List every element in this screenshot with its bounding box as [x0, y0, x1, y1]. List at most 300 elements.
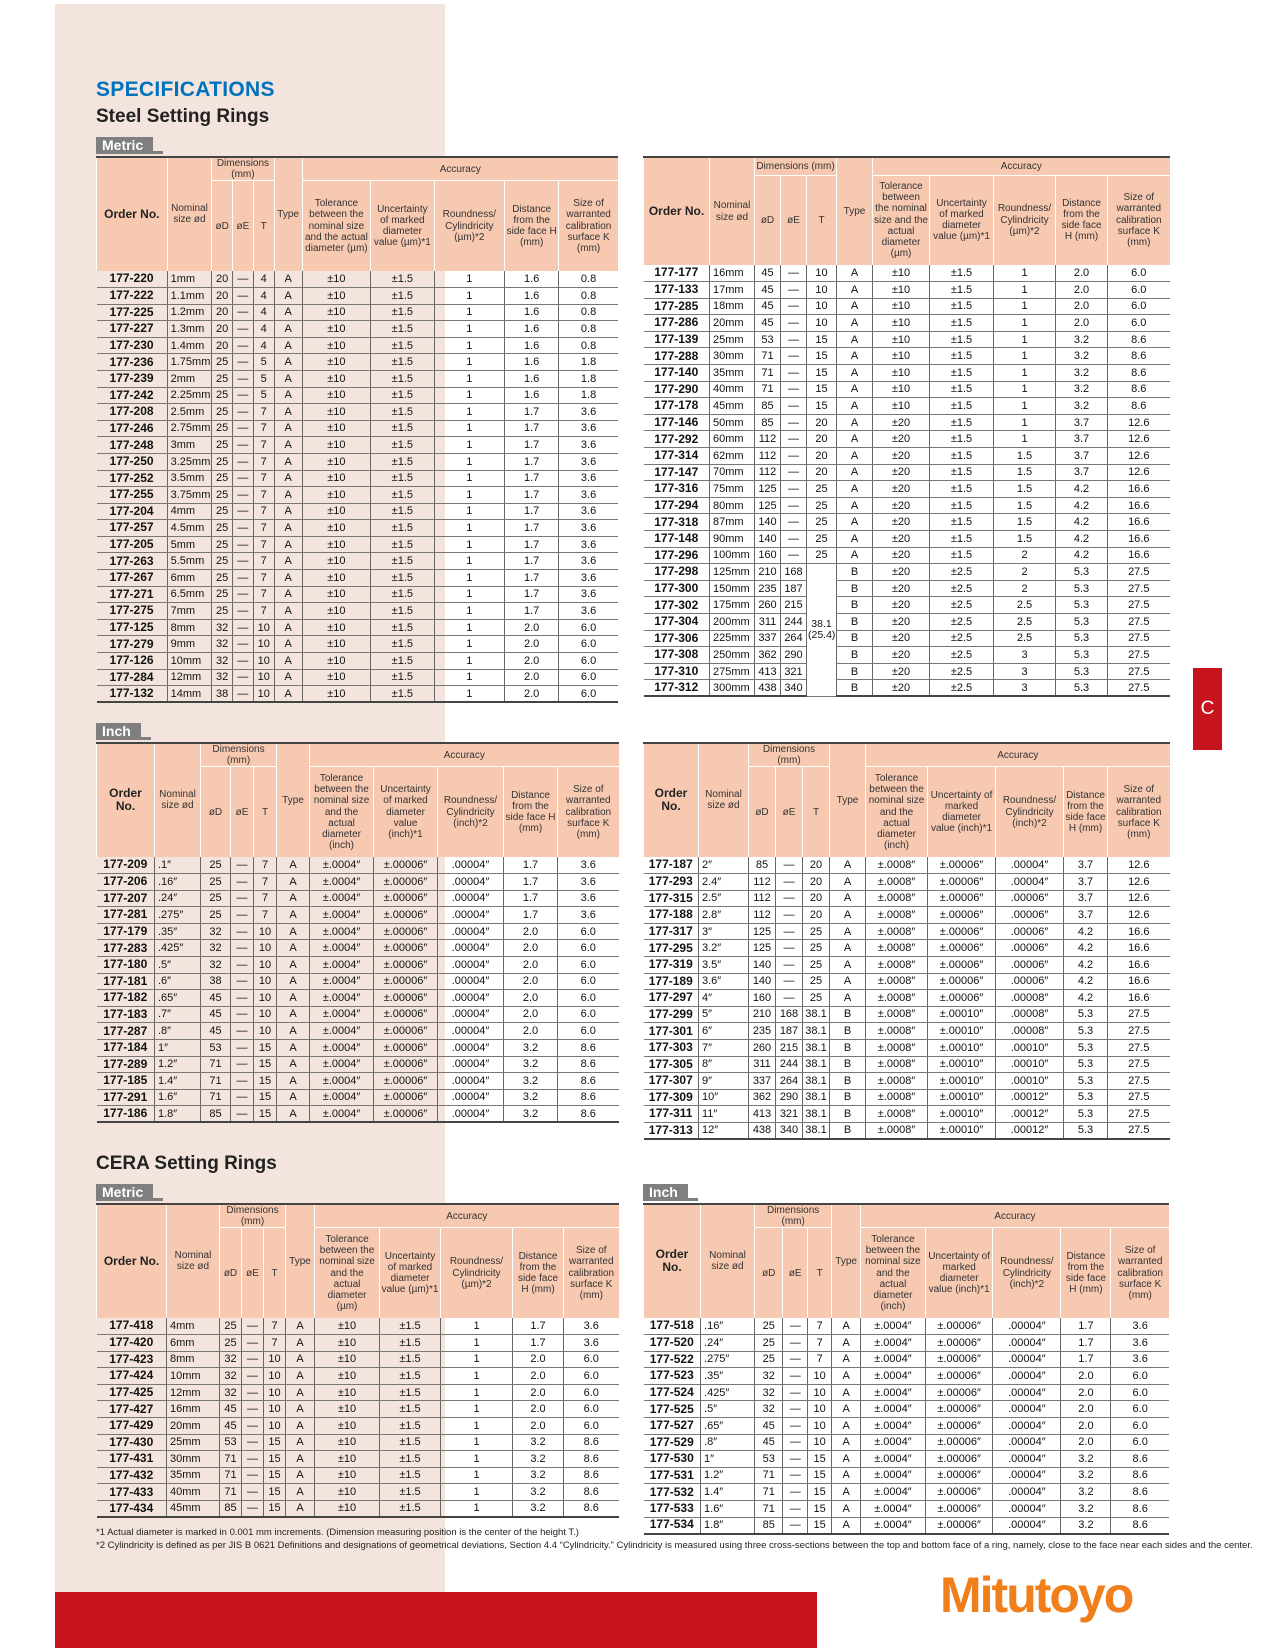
- uncertainty-cell: ±1.5: [371, 503, 434, 520]
- roundness-cell: 1: [441, 1318, 513, 1335]
- dimensions-header: Dimensions (mm): [201, 743, 277, 767]
- uncertainty-cell: ±1.5: [371, 370, 434, 387]
- order-no-cell: 177-518: [644, 1318, 701, 1335]
- oe-cell: —: [233, 287, 254, 304]
- roundness-cell: .00004″: [993, 1434, 1061, 1451]
- oe-cell: —: [783, 1434, 807, 1451]
- order-no-cell: 177-267: [97, 570, 168, 587]
- order-no-cell: 177-250: [97, 453, 168, 470]
- t-cell: 25: [803, 973, 830, 990]
- calibration-size-cell: 3.6: [558, 907, 619, 924]
- calibration-size-cell: 8.6: [558, 1089, 619, 1106]
- calibration-size-cell: 8.6: [564, 1434, 619, 1451]
- roundness-cell: 1: [994, 348, 1056, 365]
- od-header: øD: [212, 181, 233, 271]
- oe-cell: —: [231, 990, 254, 1007]
- nominal-size-cell: 2.8″: [699, 907, 749, 924]
- nominal-size-cell: .24″: [155, 890, 201, 907]
- distance-cell: 2.0: [1056, 298, 1108, 315]
- nominal-size-cell: 1.4″: [155, 1073, 201, 1090]
- nominal-size-cell: 1.6″: [701, 1500, 755, 1517]
- tolerance-cell: ±10: [302, 370, 371, 387]
- calibration-size-cell: 8.6: [564, 1500, 619, 1517]
- uncertainty-cell: ±1.5: [371, 437, 434, 454]
- order-no-cell: 177-527: [644, 1417, 701, 1434]
- order-no-cell: 177-236: [97, 354, 168, 371]
- t-cell: 10: [254, 940, 277, 957]
- calibration-size-cell: 27.5: [1108, 580, 1170, 597]
- tolerance-cell: ±.0004″: [310, 923, 374, 940]
- order-no-cell: 177-257: [97, 520, 168, 537]
- order-no-cell: 177-427: [97, 1401, 167, 1418]
- distance-cell: 4.2: [1056, 497, 1108, 514]
- order-no-cell: 177-318: [644, 514, 710, 531]
- oe-cell: —: [783, 1334, 807, 1351]
- order-no-cell: 177-307: [644, 1073, 699, 1090]
- oe-cell: —: [233, 404, 254, 421]
- od-cell: 53: [201, 1039, 231, 1056]
- table-row: [644, 1368, 1170, 1385]
- order-no-cell: 177-126: [97, 653, 168, 670]
- order-no-cell: 177-294: [644, 497, 710, 514]
- oe-cell: —: [783, 1417, 807, 1434]
- od-cell: 362: [749, 1089, 776, 1106]
- t-cell: 4: [253, 321, 274, 338]
- table-row: [644, 1484, 1170, 1501]
- table-row: [644, 1122, 1170, 1139]
- nominal-size-cell: 8mm: [167, 619, 212, 636]
- calibration-size-cell: 27.5: [1108, 663, 1170, 680]
- od-cell: 140: [755, 514, 781, 531]
- roundness-cell: 1: [441, 1401, 513, 1418]
- table-row: [644, 1089, 1170, 1106]
- t-cell: 5: [253, 370, 274, 387]
- tolerance-cell: ±10: [315, 1467, 380, 1484]
- uncertainty-cell: ±2.5: [930, 564, 994, 581]
- footnote-2: *2 Cylindricity is defined as per JIS B 0621 Definitions and designations of geometrical deviations, Section 4.4 “Cylindricity.” Cylindricity is measured using three cross-sections between the top and bottom face of a ring, namely, close to the face near each sides and the center.: [96, 1540, 1253, 1551]
- tolerance-cell: ±10: [302, 603, 371, 620]
- oe-cell: 321: [776, 1106, 803, 1123]
- oe-cell: —: [783, 1517, 807, 1534]
- order-no-cell: 177-177: [644, 265, 710, 282]
- table-row: [644, 1434, 1170, 1451]
- type-cell: A: [274, 453, 302, 470]
- tolerance-cell: ±.0008″: [866, 1073, 928, 1090]
- roundness-header: Roundness/ Cylindricity (µm)*2: [994, 175, 1056, 265]
- distance-cell: 1.7: [1061, 1334, 1111, 1351]
- od-cell: 85: [749, 857, 776, 874]
- roundness-cell: .00004″: [438, 990, 504, 1007]
- distance-cell: 1.6: [505, 370, 559, 387]
- tolerance-cell: ±.0004″: [310, 1106, 374, 1123]
- tolerance-cell: ±.0004″: [310, 907, 374, 924]
- calibration-size-cell: 3.6: [558, 873, 619, 890]
- dimensions-header: Dimensions (mm): [749, 743, 830, 767]
- distance-cell: 1.6: [505, 387, 559, 404]
- oe-cell: —: [776, 890, 803, 907]
- order-no-cell: 177-252: [97, 470, 168, 487]
- oe-cell: —: [231, 1106, 254, 1123]
- oe-cell: 290: [776, 1089, 803, 1106]
- od-cell: 45: [201, 1006, 231, 1023]
- tolerance-header: Tolerance between the nominal size and the actual diameter (inch): [310, 767, 374, 857]
- od-cell: 413: [755, 663, 781, 680]
- type-cell: B: [830, 1089, 866, 1106]
- type-cell: B: [830, 1023, 866, 1040]
- uncertainty-cell: ±1.5: [371, 686, 434, 703]
- order-no-cell: 177-319: [644, 956, 699, 973]
- uncertainty-cell: ±.00010″: [928, 1073, 996, 1090]
- nominal-size-cell: 7″: [699, 1039, 749, 1056]
- roundness-cell: 1: [434, 653, 505, 670]
- od-cell: 25: [201, 907, 231, 924]
- table-row: [644, 315, 1170, 332]
- distance-cell: 3.2: [1056, 381, 1108, 398]
- od-cell: 25: [212, 354, 233, 371]
- t-cell: 10: [254, 990, 277, 1007]
- oe-cell: —: [242, 1384, 264, 1401]
- nominal-size-cell: 4.5mm: [167, 520, 212, 537]
- roundness-header: Roundness/ Cylindricity (inch)*2: [996, 767, 1064, 857]
- table-row: [644, 940, 1170, 957]
- distance-cell: 3.2: [1061, 1467, 1111, 1484]
- uncertainty-cell: ±.00006″: [374, 1089, 438, 1106]
- order-no-cell: 177-306: [644, 630, 710, 647]
- uncertainty-cell: ±.00010″: [928, 1089, 996, 1106]
- type-cell: A: [274, 653, 302, 670]
- calibration-size-cell: 27.5: [1108, 680, 1170, 697]
- order-no-cell: 177-263: [97, 553, 168, 570]
- nominal-size-cell: 1.6″: [155, 1089, 201, 1106]
- od-cell: 235: [749, 1023, 776, 1040]
- type-cell: A: [286, 1351, 315, 1368]
- table-row: [644, 1517, 1170, 1534]
- table-row: [97, 686, 619, 703]
- nominal-size-cell: 6″: [699, 1023, 749, 1040]
- roundness-cell: 1: [441, 1467, 513, 1484]
- roundness-cell: .00004″: [438, 956, 504, 973]
- order-no-cell: 177-429: [97, 1417, 167, 1434]
- order-no-cell: 177-308: [644, 647, 710, 664]
- distance-cell: 5.3: [1056, 597, 1108, 614]
- distance-cell: 3.2: [1056, 348, 1108, 365]
- distance-cell: 3.7: [1064, 873, 1108, 890]
- roundness-cell: .00006″: [996, 923, 1064, 940]
- distance-cell: 3.2: [1061, 1451, 1111, 1468]
- t-cell: 20: [803, 890, 830, 907]
- t-cell: 38.1: [803, 1122, 830, 1139]
- od-header: øD: [220, 1228, 242, 1318]
- od-cell: 337: [749, 1073, 776, 1090]
- calibration-size-cell: 16.6: [1108, 547, 1170, 564]
- uncertainty-cell: ±.00006″: [928, 857, 996, 874]
- table-row: [97, 1417, 619, 1434]
- type-cell: A: [286, 1451, 315, 1468]
- oe-cell: —: [231, 1073, 254, 1090]
- nominal-size-cell: 2.5mm: [167, 404, 212, 421]
- calibration-size-cell: 0.8: [559, 271, 618, 288]
- calibration-size-cell: 27.5: [1108, 1056, 1170, 1073]
- t-cell: 15: [264, 1451, 286, 1468]
- calibration-size-cell: 8.6: [558, 1056, 619, 1073]
- t-cell: 7: [253, 536, 274, 553]
- nominal-size-cell: 275mm: [710, 663, 755, 680]
- nominal-size-cell: 1.1mm: [167, 287, 212, 304]
- od-cell: 25: [201, 890, 231, 907]
- cera-inch-table: [643, 1203, 1169, 1535]
- od-cell: 337: [755, 630, 781, 647]
- type-header: Type: [286, 1204, 315, 1318]
- od-cell: 20: [212, 337, 233, 354]
- section-tab-label: C: [1200, 698, 1215, 719]
- uncertainty-cell: ±1.5: [930, 398, 994, 415]
- oe-cell: —: [776, 873, 803, 890]
- tolerance-cell: ±10: [302, 404, 371, 421]
- dimensions-header: Dimensions (mm): [212, 157, 274, 181]
- type-cell: A: [832, 1434, 861, 1451]
- t-cell: 10: [253, 686, 274, 703]
- tolerance-cell: ±20: [873, 647, 930, 664]
- table-row: [644, 282, 1170, 299]
- uncertainty-header: Uncertainty of marked diameter value (inch)*1: [926, 1228, 993, 1318]
- roundness-cell: .00012″: [996, 1106, 1064, 1123]
- roundness-cell: 1.5: [994, 531, 1056, 548]
- nominal-size-cell: 6mm: [167, 570, 212, 587]
- roundness-cell: 1: [434, 287, 505, 304]
- od-cell: 45: [220, 1401, 242, 1418]
- uncertainty-cell: ±1.5: [930, 531, 994, 548]
- calibration-size-cell: 3.6: [558, 857, 619, 874]
- type-cell: A: [274, 470, 302, 487]
- type-cell: B: [837, 647, 873, 664]
- tolerance-cell: ±10: [302, 487, 371, 504]
- order-no-cell: 177-189: [644, 973, 699, 990]
- oe-cell: —: [783, 1500, 807, 1517]
- type-cell: A: [832, 1451, 861, 1468]
- distance-cell: 1.7: [505, 470, 559, 487]
- roundness-cell: .00008″: [996, 1006, 1064, 1023]
- distance-cell: 1.7: [504, 857, 558, 874]
- table-row: [97, 321, 619, 338]
- calibration-size-cell: 3.6: [559, 553, 618, 570]
- table-row: [644, 1106, 1170, 1123]
- t-cell: 25: [807, 497, 837, 514]
- type-cell: A: [277, 1039, 310, 1056]
- order-no-cell: 177-140: [644, 365, 710, 382]
- tolerance-cell: ±10: [302, 653, 371, 670]
- uncertainty-cell: ±2.5: [930, 680, 994, 697]
- calibration-size-cell: 3.6: [559, 404, 618, 421]
- section-tab-c[interactable]: [1193, 668, 1222, 750]
- calibration-size-cell: 16.6: [1108, 940, 1170, 957]
- uncertainty-cell: ±.00006″: [928, 990, 996, 1007]
- type-cell: A: [837, 448, 873, 465]
- nominal-size-cell: .65″: [155, 990, 201, 1007]
- tolerance-cell: ±20: [873, 481, 930, 498]
- t-cell: 20: [807, 431, 837, 448]
- calibration-size-cell: 3.6: [564, 1318, 619, 1335]
- oe-cell: —: [233, 520, 254, 537]
- uncertainty-cell: ±1.5: [380, 1334, 441, 1351]
- distance-cell: 1.7: [505, 553, 559, 570]
- type-cell: A: [277, 1089, 310, 1106]
- roundness-cell: .00010″: [996, 1056, 1064, 1073]
- distance-cell: 3.2: [1061, 1517, 1111, 1534]
- uncertainty-cell: ±1.5: [380, 1484, 441, 1501]
- uncertainty-cell: ±.00006″: [374, 1106, 438, 1123]
- oe-cell: —: [783, 1401, 807, 1418]
- type-cell: A: [837, 481, 873, 498]
- type-cell: A: [277, 890, 310, 907]
- t-cell: 10: [807, 1401, 831, 1418]
- oe-cell: —: [781, 265, 807, 282]
- oe-cell: —: [233, 603, 254, 620]
- type-cell: A: [837, 497, 873, 514]
- t-cell: 10: [264, 1401, 286, 1418]
- roundness-cell: .00004″: [438, 907, 504, 924]
- order-no-cell: 177-182: [97, 990, 155, 1007]
- roundness-cell: 1: [434, 321, 505, 338]
- steel-section-title: Steel Setting Rings: [96, 106, 270, 127]
- order-no-cell: 177-299: [644, 1006, 699, 1023]
- type-header: Type: [274, 157, 302, 271]
- uncertainty-cell: ±1.5: [371, 354, 434, 371]
- type-cell: A: [832, 1318, 861, 1335]
- distance-cell: 4.2: [1064, 956, 1108, 973]
- roundness-cell: .00008″: [996, 990, 1064, 1007]
- distance-cell: 1.7: [505, 536, 559, 553]
- order-no-cell: 177-206: [97, 873, 155, 890]
- t-cell: 4: [253, 304, 274, 321]
- distance-cell: 2.0: [513, 1417, 564, 1434]
- table-row: [97, 520, 619, 537]
- nominal-size-cell: .5″: [701, 1401, 755, 1418]
- nominal-size-cell: .275″: [155, 907, 201, 924]
- od-cell: 125: [755, 481, 781, 498]
- calibration-size-cell: 12.6: [1108, 448, 1170, 465]
- uncertainty-cell: ±.00006″: [928, 923, 996, 940]
- calibration-size-cell: 6.0: [1108, 282, 1170, 299]
- tolerance-cell: ±.0004″: [310, 873, 374, 890]
- tolerance-cell: ±10: [302, 453, 371, 470]
- table-row: [644, 1384, 1170, 1401]
- uncertainty-cell: ±.00006″: [374, 923, 438, 940]
- uncertainty-cell: ±1.5: [371, 271, 434, 288]
- nominal-size-cell: 50mm: [710, 414, 755, 431]
- oe-cell: —: [781, 448, 807, 465]
- roundness-cell: 2: [994, 564, 1056, 581]
- roundness-cell: .00004″: [993, 1384, 1061, 1401]
- roundness-cell: .00004″: [438, 1056, 504, 1073]
- oe-cell: —: [242, 1451, 264, 1468]
- t-cell: 10: [807, 1417, 831, 1434]
- calibration-size-cell: 27.5: [1108, 597, 1170, 614]
- od-cell: 71: [220, 1484, 242, 1501]
- distance-cell: 2.0: [513, 1384, 564, 1401]
- distance-cell: 3.2: [1056, 331, 1108, 348]
- order-no-cell: 177-529: [644, 1434, 701, 1451]
- roundness-cell: 1: [441, 1417, 513, 1434]
- roundness-cell: .00008″: [996, 1023, 1064, 1040]
- nominal-size-cell: 2mm: [167, 370, 212, 387]
- order-no-cell: 177-531: [644, 1467, 701, 1484]
- od-cell: 71: [220, 1467, 242, 1484]
- t-cell: 4: [253, 337, 274, 354]
- uncertainty-cell: ±.00006″: [374, 1039, 438, 1056]
- t-cell: 7: [264, 1318, 286, 1335]
- t-cell: 7: [253, 503, 274, 520]
- od-cell: 32: [212, 653, 233, 670]
- tolerance-cell: ±10: [315, 1384, 380, 1401]
- t-cell: 7: [807, 1318, 831, 1335]
- roundness-cell: .00004″: [993, 1500, 1061, 1517]
- oe-cell: —: [233, 470, 254, 487]
- od-cell: 45: [754, 1434, 783, 1451]
- roundness-cell: .00010″: [996, 1073, 1064, 1090]
- oe-cell: —: [233, 271, 254, 288]
- roundness-cell: 1: [994, 315, 1056, 332]
- nominal-size-cell: 1mm: [167, 271, 212, 288]
- t-cell: 38.1: [803, 1023, 830, 1040]
- uncertainty-cell: ±1.5: [380, 1451, 441, 1468]
- roundness-cell: .00004″: [438, 923, 504, 940]
- roundness-cell: 1: [994, 265, 1056, 282]
- calibration-size-cell: 0.8: [559, 337, 618, 354]
- distance-cell: 2.0: [504, 923, 558, 940]
- od-cell: 38: [201, 973, 231, 990]
- uncertainty-cell: ±.00006″: [926, 1467, 993, 1484]
- table-row: [644, 1318, 1170, 1335]
- nominal-size-cell: 4mm: [167, 1318, 220, 1335]
- type-cell: A: [274, 370, 302, 387]
- tolerance-cell: ±.0004″: [860, 1451, 925, 1468]
- uncertainty-cell: ±1.5: [371, 636, 434, 653]
- nominal-size-cell: 14mm: [167, 686, 212, 703]
- roundness-cell: 1: [434, 354, 505, 371]
- type-cell: A: [830, 940, 866, 957]
- tolerance-cell: ±10: [873, 365, 930, 382]
- roundness-cell: 1: [434, 619, 505, 636]
- oe-cell: —: [783, 1351, 807, 1368]
- od-cell: 85: [220, 1500, 242, 1517]
- distance-cell: 1.6: [505, 354, 559, 371]
- calibration-size-cell: 8.6: [564, 1451, 619, 1468]
- nominal-size-cell: 3.25mm: [167, 453, 212, 470]
- uncertainty-cell: ±.00010″: [928, 1023, 996, 1040]
- table-row: [644, 348, 1170, 365]
- od-cell: 25: [212, 387, 233, 404]
- order-no-cell: 177-291: [97, 1089, 155, 1106]
- distance-cell: 1.7: [505, 603, 559, 620]
- t-cell: 15: [807, 1500, 831, 1517]
- table-row: [97, 1467, 619, 1484]
- calibration-size-cell: 3.6: [559, 437, 618, 454]
- tolerance-cell: ±10: [302, 619, 371, 636]
- tolerance-cell: ±10: [302, 387, 371, 404]
- type-cell: A: [277, 1006, 310, 1023]
- od-cell: 260: [755, 597, 781, 614]
- od-cell: 140: [755, 531, 781, 548]
- oe-cell: —: [231, 940, 254, 957]
- oe-cell: —: [233, 437, 254, 454]
- nominal-size-cell: 60mm: [710, 431, 755, 448]
- uncertainty-cell: ±.00006″: [928, 940, 996, 957]
- od-cell: 125: [749, 940, 776, 957]
- roundness-cell: 1: [434, 636, 505, 653]
- oe-header: øE: [231, 767, 254, 857]
- calibration-size-cell: 27.5: [1108, 613, 1170, 630]
- uncertainty-cell: ±.00006″: [928, 907, 996, 924]
